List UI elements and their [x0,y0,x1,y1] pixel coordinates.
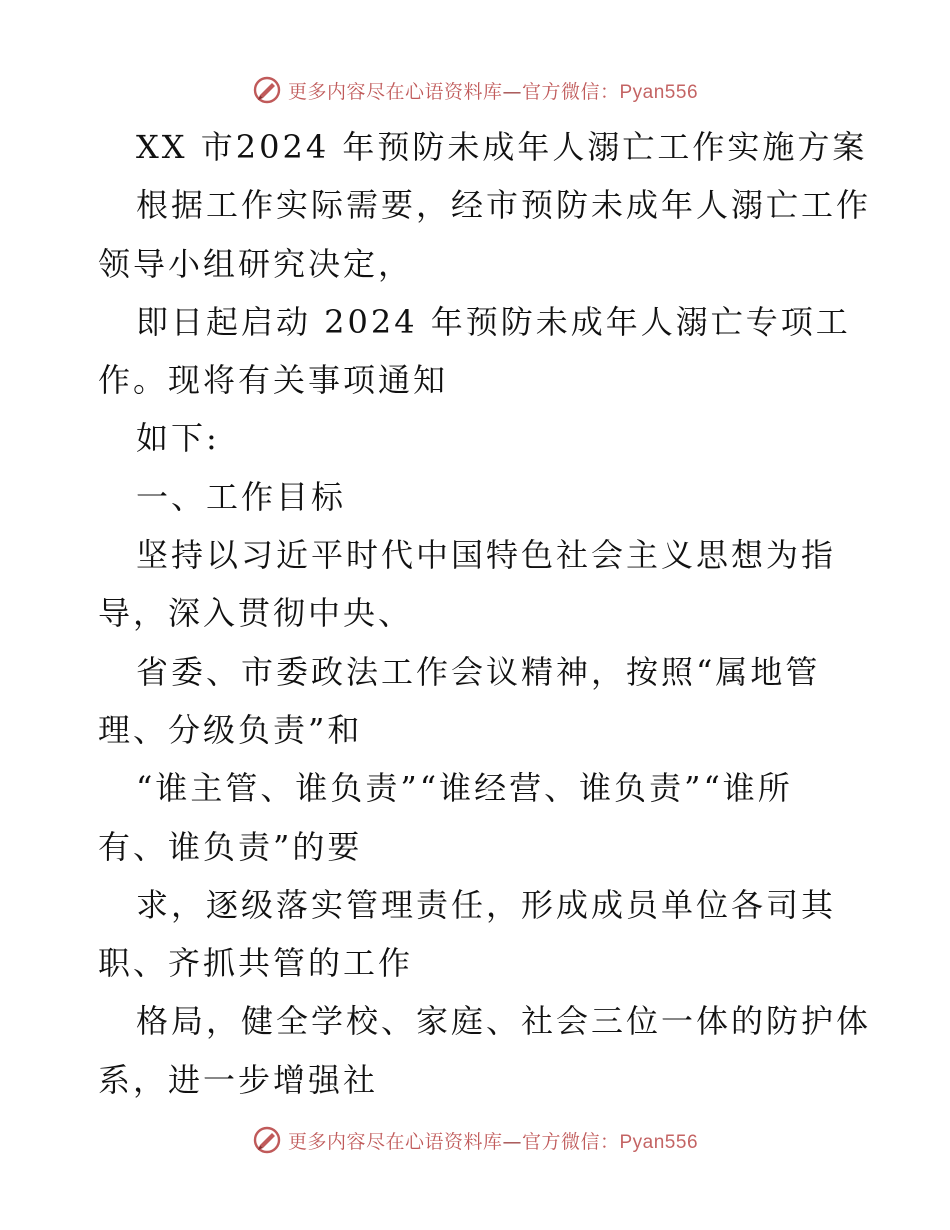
text-line: 省委、市委政法工作会议精神，按照“属地管 [136,652,821,691]
watermark-footer [0,1120,950,1160]
watermark-text: 更多内容尽在心语资料库—官方微信：Pyan556 [287,80,699,103]
pen-logo-icon [252,75,282,105]
watermark-header [0,70,950,110]
watermark-text: 更多内容尽在心语资料库—官方微信：Pyan556 [287,1130,699,1153]
text-line: 理、分级负责”和 [98,710,363,749]
pen-logo-icon [252,1125,282,1155]
text-line: 领导小组研究决定， [98,244,414,283]
text-line: 坚持以习近平时代中国特色社会主义思想为指 [136,536,837,575]
text-line: 如下: [136,419,220,458]
text-line: 作。现将有关事项通知 [98,361,449,400]
text-line: 导，深入贯彻中央、 [98,594,414,633]
text-line: XX 市2024 年预防未成年人溺亡工作实施方案 [136,128,868,166]
text-line: 即日起启动 2024 年预防未成年人溺亡专项工 [136,302,851,341]
text-line: 系，进一步增强社 [98,1060,379,1099]
text-line: “谁主管、谁负责”“谁经营、谁负责”“谁所 [136,769,793,808]
text-line: 一、工作目标 [136,477,347,516]
text-line: 求，逐级落实管理责任，形成成员单位各司其 [136,885,837,924]
document-body [98,118,872,1109]
text-line: 根据工作实际需要，经市预防未成年人溺亡工作 [136,186,872,225]
text-line: 职、齐抓共管的工作 [98,944,414,983]
text-line: 有、谁负责”的要 [98,827,363,866]
text-line: 格局，健全学校、家庭、社会三位一体的防护体 [136,1002,872,1041]
